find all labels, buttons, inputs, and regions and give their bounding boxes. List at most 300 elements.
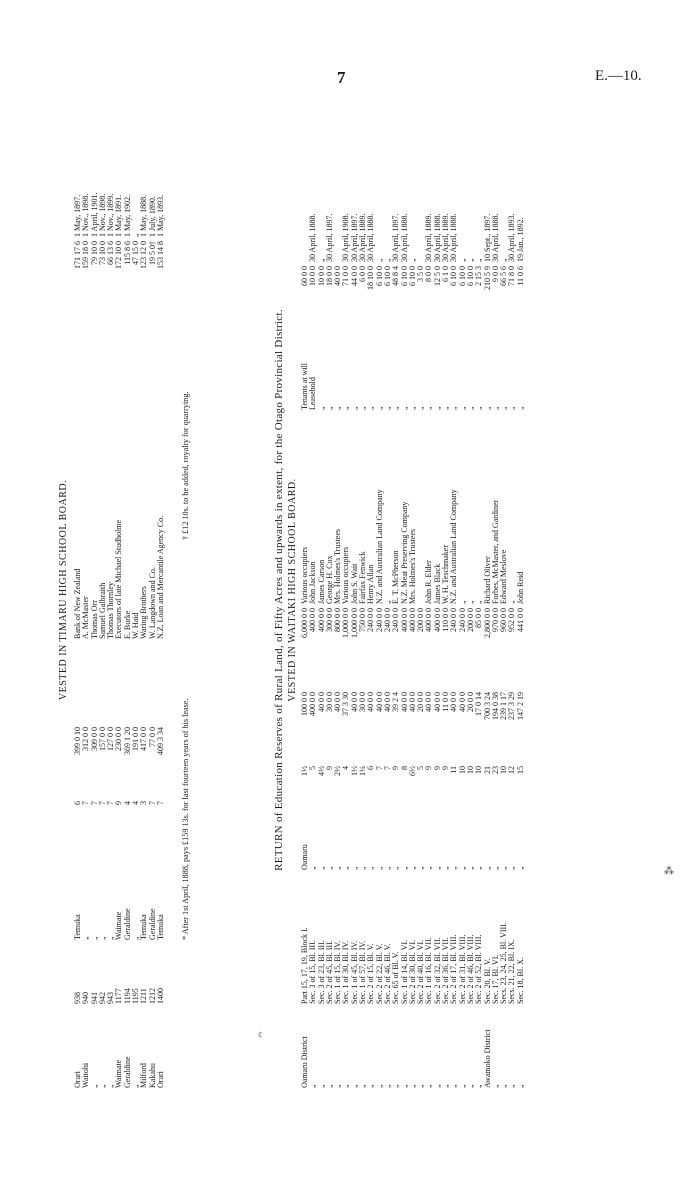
table-cell: 4½ (316, 766, 326, 776)
table-cell: 200 0 0 (416, 608, 426, 632)
table-cell: Waimate (114, 911, 124, 940)
table-cell: 10 0 0 (316, 266, 326, 286)
table-cell: Sec. 20, Bl. V. (482, 958, 492, 1004)
table-cell: 400 0 0 (399, 608, 409, 632)
table-cell: 115 8 6 (122, 241, 132, 265)
table-cell: 5 (308, 766, 318, 770)
table-cell: Sec. 18, Bl. X. (515, 957, 525, 1004)
table-cell: 1211 (139, 988, 149, 1004)
table-cell: John Reid (515, 571, 525, 604)
rotated-tables (50, 50, 650, 1130)
table-cell: 60 0 0 (300, 266, 309, 286)
table-cell: 71 8 0 (507, 266, 517, 286)
table-cell: Henry Allan (366, 564, 376, 604)
table-cell: 8 0 0 (424, 266, 434, 282)
table-cell: Richard Oliver (482, 556, 492, 604)
table-cell: „ (89, 936, 99, 940)
table-cell: „ (131, 936, 141, 940)
table-cell: „ (482, 866, 492, 870)
table-cell: Kakahu (147, 1063, 157, 1088)
table-cell: 309 0 0 (89, 727, 99, 751)
table-cell: 30 April, 1889. (358, 213, 368, 262)
table-cell: Various occupiers (341, 546, 351, 604)
table-cell: 400 0 0 (316, 608, 326, 632)
table-cell: „ (89, 1084, 99, 1088)
table-cell: „ (341, 406, 351, 410)
table-cell: Sec. 1 of 15, Bl. IV. (333, 940, 343, 1004)
table-cell: „ (474, 406, 484, 410)
table-cell: „ (308, 1084, 318, 1088)
page-number: 7 (337, 68, 346, 87)
table-cell: 110 0 0 (441, 608, 451, 632)
table-cell: W. H. Teschmaker (441, 545, 451, 604)
table-cell (157, 641, 165, 725)
table-cell: „ (457, 406, 467, 410)
table-cell: „ (449, 866, 459, 870)
table-cell: „ (324, 1084, 334, 1088)
table-cell: „ (391, 866, 401, 870)
table-row (517, 170, 525, 1090)
table-cell: Sec. 2 of 15, Bl. V. (366, 943, 376, 1004)
table-cell: Bank of New Zealand (73, 568, 82, 639)
timaru-title: VESTED IN TIMARU HIGH SCHOOL BOARD. (58, 479, 69, 701)
table-cell: 4 (341, 766, 351, 770)
table-cell: 9 (432, 766, 442, 770)
table-cell: 15 (515, 766, 525, 774)
table-cell: 127 0 0 (106, 727, 116, 751)
table-cell: 10 (465, 766, 475, 774)
table-cell: „ (358, 406, 368, 410)
table-cell: 77 0 0 (147, 727, 157, 747)
table-cell: „ (333, 406, 343, 410)
table-cell: 1 Nov., 1898. (81, 193, 91, 237)
table-cell: 8 (399, 766, 409, 770)
table-cell: 40 0 0 (349, 692, 359, 712)
table-cell: 11 (449, 766, 459, 774)
table-cell: „ (407, 406, 417, 410)
table-cell: Oamaru District (300, 1036, 309, 1088)
table-cell: Sec. 2 of 17, Bl. VIII. (449, 934, 459, 1004)
table-cell: 7 (106, 801, 116, 805)
table-cell: Sec. 2 of 22, Bl. V. (374, 943, 384, 1004)
table-cell: „ (341, 866, 351, 870)
table-cell: 417 0 0 (139, 727, 149, 751)
table-cell: „ (366, 866, 376, 870)
table-cell: Sec. 1 of 57, Bl. IV. (358, 940, 368, 1004)
table-cell: 1 Nov., 1898. (97, 193, 107, 237)
table-cell: „ (349, 1084, 359, 1088)
table-cell: 5 (416, 766, 426, 770)
table-cell: „ (424, 406, 434, 410)
table-cell: 938 (73, 992, 82, 1004)
table-cell: 7 (155, 801, 165, 805)
table-cell: „ (308, 866, 318, 870)
table-cell: John Jackson (308, 561, 318, 604)
table-cell: „ (131, 233, 141, 237)
table-cell: 1 May, 1897. (73, 194, 82, 237)
table-cell: 7 (97, 801, 107, 805)
table-cell: 312 0 0 (81, 727, 91, 751)
table-cell: 40 0 0 (366, 692, 376, 712)
table-cell: „ (399, 406, 409, 410)
table-cell: „ (374, 406, 384, 410)
table-cell: 1,000 0 0 (341, 608, 351, 638)
table-cell: „ (424, 1084, 434, 1088)
table-cell: „ (349, 866, 359, 870)
table-cell: Waimate (114, 1059, 124, 1088)
table-cell: „ (407, 258, 417, 262)
table-cell: „ (399, 1084, 409, 1088)
table-cell: 941 (89, 992, 99, 1004)
table-cell: 30 April, 1893. (507, 213, 517, 262)
table-cell: „ (97, 1084, 107, 1088)
table-cell: Geraldine (147, 908, 157, 940)
table-cell: Sec. 1 of 16, Bl. VII. (424, 937, 434, 1004)
table-cell: 10 0 0 (308, 266, 318, 286)
table-cell: 1 May, 1888. (139, 194, 149, 237)
table-cell (149, 641, 157, 725)
table-cell: 400 0 0 (432, 608, 442, 632)
table-cell: 20 0 0 (416, 692, 426, 712)
table-cell: 970 0 0 (490, 608, 500, 632)
table-cell: 171 17 6 (73, 241, 82, 269)
table-cell: Milford (139, 1063, 149, 1088)
table-cell: Sec. 3 of 15, Bl. III. (308, 940, 318, 1004)
table-cell: „ (382, 866, 392, 870)
table-cell: „ (333, 866, 343, 870)
table-cell: Sec. 2 of 36, Bl. VII. (441, 937, 451, 1004)
table-cell: Fairfax Fenwick (358, 551, 368, 604)
table-cell: 1 May, 1902. (122, 194, 132, 237)
table-cell: 71 0 0 (341, 266, 351, 286)
table-cell: „ (441, 866, 451, 870)
table-cell: „ (449, 406, 459, 410)
table-cell: 210 5 9 (482, 266, 492, 290)
table-cell (91, 313, 99, 377)
table-cell: 40 0 0 (333, 266, 343, 286)
table-cell: 6 0 0 (358, 266, 368, 282)
table-cell: N.Z. Meat Preserving Company (399, 501, 409, 604)
table-cell: Sec. 2 of 52, Bl. VIII. (474, 934, 484, 1004)
table-cell: „ (349, 406, 359, 410)
table-cell: „ (374, 258, 384, 262)
table-cell: James Carson (316, 559, 326, 604)
table-cell: 300 0 0 (324, 608, 334, 632)
table-cell: 1195 (131, 988, 141, 1004)
table-cell: 66 5 6 (499, 266, 509, 286)
table-cell: „ (341, 1084, 351, 1088)
table-cell: „ (515, 866, 525, 870)
table-cell: „ (441, 406, 451, 410)
table-cell: 237 3 29 (507, 692, 517, 720)
table-cell: „ (316, 258, 326, 262)
table-cell: 123 12 0 (139, 241, 149, 269)
table-cell: 940 (81, 992, 91, 1004)
table-cell: 191 0 0 (131, 727, 141, 751)
table-cell: Leasehold (308, 377, 318, 410)
table-cell: „ (507, 406, 517, 410)
table-cell: „ (465, 406, 475, 410)
table-cell: „ (382, 258, 392, 262)
table-cell: 11 0 6 (515, 266, 525, 286)
table-cell: „ (316, 1084, 326, 1088)
table-cell: Geraldine (122, 908, 132, 940)
table-cell: „ (457, 1084, 467, 1088)
table-cell: „ (515, 406, 525, 410)
table-cell (149, 313, 157, 377)
table-cell: 30 April, 1908. (341, 213, 351, 262)
table-cell: 20 0 0 (465, 692, 475, 712)
table-cell: 147 2 19 (515, 692, 525, 720)
table-cell: 40 0 0 (316, 692, 326, 712)
table-cell: 7 (374, 766, 384, 770)
table-cell: „ (499, 406, 509, 410)
table-cell: Orari (155, 1071, 165, 1088)
table-cell: N.Z. and Australian Land Company (449, 489, 459, 604)
table-cell: 85 0 0 (474, 608, 484, 628)
table-cell (91, 641, 99, 725)
table-cell: 1212 (147, 988, 157, 1004)
table-cell: Forbes, McMaster, and Gardiner (490, 499, 500, 604)
table-cell: 750 0 0 (358, 608, 368, 632)
table-cell: „ (515, 1084, 525, 1088)
table-cell (115, 313, 123, 377)
table-cell: 6 (73, 801, 82, 805)
table-cell: 30 April, 1888. (308, 213, 318, 262)
table-cell: 10 (474, 766, 484, 774)
table-cell: 1½ (349, 766, 359, 776)
table-cell: „ (499, 866, 509, 870)
table-cell: „ (457, 600, 467, 604)
table-cell: Sec. 2 of 40, Bl. VI. (416, 939, 426, 1004)
margin-mark-right: ⁂ (664, 866, 674, 877)
table-cell: „ (465, 1084, 475, 1088)
table-cell: 9 (424, 766, 434, 770)
table-cell: „ (366, 406, 376, 410)
table-cell: 19 Jan., 1892. (515, 217, 525, 262)
table-cell: „ (424, 866, 434, 870)
table-cell: 66 13 6 (106, 241, 116, 265)
table-cell: 30 April, 1888. (490, 213, 500, 262)
table-cell: 942 (97, 992, 107, 1004)
table-cell: Sec. 2 of 30, Bl. VI. (407, 939, 417, 1004)
table-cell: „ (416, 406, 426, 410)
table-cell: „ (399, 866, 409, 870)
table-cell (140, 313, 148, 377)
table-cell: „ (106, 936, 116, 940)
table-cell: 9 (114, 801, 124, 805)
table-cell: Sec. 2 of 46, Bl. V. (382, 943, 392, 1004)
table-cell: 30 April, 1889. (441, 213, 451, 262)
table-cell: 23 (490, 766, 500, 774)
table-cell: 1,000 0 0 (349, 608, 359, 638)
table-cell: John S. Wait (349, 563, 359, 604)
table-cell: 240 0 0 (382, 608, 392, 632)
table-cell (140, 641, 148, 725)
table-cell: 6 10 0 (449, 266, 459, 286)
table-cell: Waring Brothers (139, 586, 149, 639)
table-cell: 47 15 0 (131, 241, 141, 265)
table-cell: A. McMaster (81, 596, 91, 639)
table-cell: 7 (89, 801, 99, 805)
table-cell (82, 313, 90, 377)
table-cell: 40 0 0 (457, 692, 467, 712)
table-cell: 6 10 0 (399, 266, 409, 286)
table-cell: „ (316, 406, 326, 410)
table-cell: 30 April, 1888. (399, 213, 409, 262)
table-cell: 1½ (300, 766, 309, 776)
table-cell: 240 0 0 (449, 608, 459, 632)
waitaki-table (301, 170, 525, 1090)
table-cell (132, 641, 140, 725)
table-cell: 40 0 0 (432, 692, 442, 712)
table-cell: Waitohi (81, 1062, 91, 1088)
table-cell (115, 641, 123, 725)
table-cell: 240 0 0 (391, 608, 401, 632)
table-cell: „ (97, 936, 107, 940)
table-cell (82, 641, 90, 725)
table-cell: „ (131, 1084, 141, 1088)
table-cell: John R. Elder (424, 560, 434, 604)
table-cell: Secs. 21, 22, Bl. IX. (507, 939, 517, 1004)
table-cell: 230 0 0 (114, 727, 124, 751)
table-cell: 30 0 0 (358, 692, 368, 712)
table-cell: „ (457, 258, 467, 262)
table-cell: 6 10 0 (407, 266, 417, 286)
table-cell: 9 (324, 766, 334, 770)
table-cell: 7 (382, 766, 392, 770)
table-cell: 30 April, 1888. (366, 213, 376, 262)
table-cell: „ (432, 866, 442, 870)
table-cell: E. Burke (122, 610, 132, 639)
table-cell: 240 0 0 (457, 608, 467, 632)
table-cell: N.Z. and Australian Land Company (374, 489, 384, 604)
table-cell: 200 0 0 (465, 608, 475, 632)
table-cell (74, 313, 82, 377)
table-cell: 40 0 0 (399, 692, 409, 712)
table-cell: 9 (391, 766, 401, 770)
table-cell: Thomas Orr (89, 600, 99, 639)
table-cell: 6,000 0 0 (300, 608, 309, 638)
table-cell: „ (391, 1084, 401, 1088)
table-cell: „ (358, 866, 368, 870)
table-cell: Orari (73, 1071, 82, 1088)
table-cell: 3 5 0 (416, 266, 426, 282)
table-cell: 2½ (333, 766, 343, 776)
table-cell: 18 0 0 (324, 266, 334, 286)
table-cell: 6½ (407, 766, 417, 776)
table-cell (124, 641, 132, 725)
table-cell: Sec. 2 of 31, Bl. VIII. (457, 934, 467, 1004)
table-cell: Sec. 2 of 45, Bl. III. (324, 940, 334, 1004)
table-cell: 1177 (114, 988, 124, 1004)
table-cell: 48 8 4 (391, 266, 401, 286)
table-cell: Temuka (73, 914, 82, 940)
table-cell: „ (416, 866, 426, 870)
table-cell: Temuka (139, 914, 149, 940)
table-cell (99, 641, 107, 725)
table-cell: 21 (482, 766, 492, 774)
table-cell: 3 (139, 801, 149, 805)
table-cell: „ (358, 1084, 368, 1088)
table-cell: 11 0 0 (441, 692, 451, 712)
table-cell: 10 Sept., 1897. (482, 213, 492, 262)
table-cell (157, 313, 165, 377)
table-cell: Various occupiers (300, 546, 309, 604)
table-cell: 1 July, 1890. (147, 196, 157, 237)
table-cell: 369 1 20 (122, 727, 132, 755)
table-cell: 6 10 0 (382, 266, 392, 286)
table-cell: „ (482, 406, 492, 410)
table-cell: „ (441, 1084, 451, 1088)
table-cell: 157 0 0 (97, 727, 107, 751)
table-cell: „ (449, 1084, 459, 1088)
footnote-1: * After 1st April, 1888, pays £159 13s. for last fourteen years of his lease. (181, 698, 190, 940)
table-cell: „ (457, 866, 467, 870)
table-cell: 7 (81, 801, 91, 805)
table-cell: 40 0 0 (382, 692, 392, 712)
table-cell: Thomas Thornley (106, 582, 116, 639)
table-cell: „ (374, 866, 384, 870)
table-cell: 1 April, 1901. (89, 192, 99, 237)
table-cell: 1194 (122, 988, 132, 1004)
table-cell: 2 15 3 (474, 266, 484, 286)
table-cell: „ (324, 406, 334, 410)
table-cell: „ (382, 600, 392, 604)
table-cell: 40 0 0 (333, 692, 343, 712)
table-cell: „ (474, 1084, 484, 1088)
table-cell (107, 641, 115, 725)
table-cell: Mrs. Holmes's Trustees (333, 528, 343, 604)
table-cell: 441 0 0 (515, 608, 525, 632)
table-cell: „ (407, 1084, 417, 1088)
table-cell: 6 10 0 (374, 266, 384, 286)
table-cell: 400 0 0 (308, 692, 318, 716)
table-cell: „ (432, 1084, 442, 1088)
table-cell: Geraldine (122, 1056, 132, 1088)
table-cell: „ (490, 1084, 500, 1088)
table-cell: „ (474, 258, 484, 262)
table-cell: „ (465, 866, 475, 870)
table-cell: 1 May, 1893. (155, 194, 165, 237)
table-cell: Sec. 3 of 23, Bl. III. (316, 940, 326, 1004)
table-cell: „ (324, 866, 334, 870)
page-reference: E.—10. (595, 68, 642, 84)
margin-mark-left: ¢ (258, 1030, 263, 1040)
table-cell: 400 0 0 (424, 608, 434, 632)
table-cell: 40 0 0 (374, 692, 384, 712)
table-cell: „ (81, 936, 91, 940)
table-cell: „ (416, 1084, 426, 1088)
table-cell: 79 10 0 (89, 241, 99, 265)
table-cell: N.Z. Loan and Mercantile Agency Co. (155, 515, 165, 639)
table-cell: „ (374, 1084, 384, 1088)
table-cell: „ (507, 866, 517, 870)
table-cell: „ (366, 1084, 376, 1088)
table-cell: 100 0 0 (300, 692, 309, 716)
table-cell: 153 14 8 (155, 241, 165, 269)
table-cell: „ (474, 600, 484, 604)
table-cell: „ (465, 258, 475, 262)
table-cell: Oamaru (300, 844, 309, 870)
table-cell: 240 0 0 (366, 608, 376, 632)
table-cell: „ (407, 866, 417, 870)
table-cell: 943 (106, 992, 116, 1004)
table-cell: 19 5 0† (147, 241, 157, 265)
table-cell: 30 0 0 (324, 692, 334, 712)
table-cell: 4 (122, 801, 132, 805)
table-cell: Sec. 1 of 30, Bl. IV. (341, 940, 351, 1004)
